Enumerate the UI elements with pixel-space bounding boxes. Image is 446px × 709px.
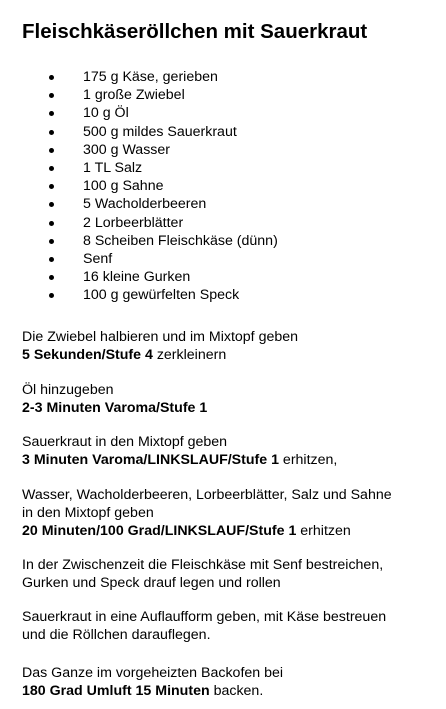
bullet-icon	[49, 239, 54, 244]
step-text: Das Ganze im vorgeheizten Backofen bei	[22, 665, 284, 681]
ingredient-text: 1 TL Salz	[83, 159, 143, 176]
step-instruction	[22, 522, 392, 540]
bullet-icon	[49, 75, 54, 80]
ingredient-text: 10 g Öl	[83, 105, 129, 122]
bullet-icon	[49, 93, 54, 98]
step-instruction	[22, 682, 283, 700]
bullet-icon	[49, 166, 54, 171]
ingredient-text: 100 g gewürfelten Speck	[83, 287, 240, 304]
ingredient-text: 16 kleine Gurken	[83, 269, 191, 286]
bullet-icon	[49, 130, 54, 135]
ingredient-text: 8 Scheiben Fleischkäse (dünn)	[83, 232, 278, 249]
bullet-icon	[49, 293, 54, 298]
step-setting: 20 Minuten/100 Grad/LINKSLAUF/Stufe 1	[22, 523, 297, 539]
ingredient-text: 300 g Wasser	[83, 141, 171, 158]
step-text: erhitzen	[296, 523, 351, 539]
step-text: in den Mixtopf geben	[22, 505, 154, 521]
step-add-oil	[22, 381, 207, 417]
step-sauerkraut	[22, 433, 337, 469]
ingredient-text: 100 g Sahne	[83, 178, 164, 195]
step-roll-fleischkaese	[22, 556, 383, 592]
step-text: backen.	[209, 683, 264, 699]
step-bake	[22, 664, 283, 700]
step-setting: 3 Minuten Varoma/LINKSLAUF/Stufe 1	[22, 452, 279, 468]
bullet-icon	[49, 148, 54, 153]
step-text: Die Zwiebel halbieren und im Mixtopf geben	[22, 329, 299, 345]
ingredient-text: 2 Lorbeerblätter	[83, 214, 184, 231]
step-text: Gurken und Speck drauf legen und rollen	[22, 575, 281, 591]
step-text: und die Röllchen darauflegen.	[22, 627, 211, 643]
step-text: erhitzen,	[278, 452, 338, 468]
step-chop-onion	[22, 328, 298, 364]
ingredient-text: 5 Wacholderbeeren	[83, 196, 207, 213]
bullet-icon	[49, 257, 54, 262]
step-setting: 180 Grad Umluft 15 Minuten	[22, 683, 210, 699]
step-text: In der Zwischenzeit die Fleischkäse mit Senf bestreichen,	[22, 557, 384, 573]
ingredient-text: 500 g mildes Sauerkraut	[83, 123, 237, 140]
step-instruction	[22, 451, 337, 469]
ingredient-text: Senf	[83, 250, 113, 267]
step-setting: 2-3 Minuten Varoma/Stufe 1	[22, 400, 208, 416]
step-text: Sauerkraut in eine Auflaufform geben, mit Käse bestreuen	[22, 609, 387, 625]
ingredient-text: 175 g Käse, gerieben	[83, 69, 218, 85]
step-text: Wasser, Wacholderbeeren, Lorbeerblätter, Salz und Sahne	[22, 487, 392, 503]
page-title: Fleischkäseröllchen mit Sauerkraut	[22, 20, 368, 43]
bullet-icon	[49, 202, 54, 207]
bullet-icon	[49, 111, 54, 116]
bullet-icon	[49, 184, 54, 189]
step-text: Öl hinzugeben	[22, 382, 114, 398]
step-setting: 5 Sekunden/Stufe 4	[22, 347, 153, 363]
ingredient-text: 1 große Zwiebel	[83, 87, 185, 104]
step-instruction	[22, 346, 298, 364]
step-casserole	[22, 608, 386, 644]
step-water-spices	[22, 486, 392, 540]
step-text: Sauerkraut in den Mixtopf geben	[22, 434, 228, 450]
bullet-icon	[49, 221, 54, 226]
step-text: zerkleinern	[152, 347, 227, 363]
bullet-icon	[49, 275, 54, 280]
